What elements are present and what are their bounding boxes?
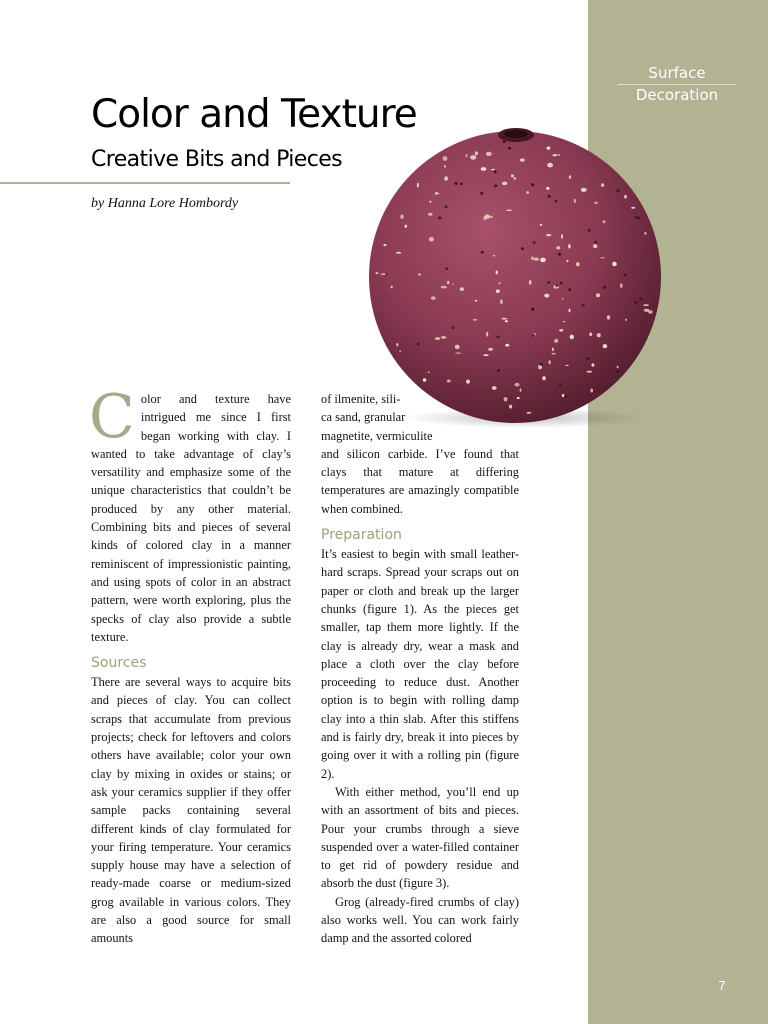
speck [574,199,576,203]
speck [521,247,524,250]
speck [612,262,617,266]
speck [558,154,560,156]
speck [607,315,610,319]
speck [591,363,594,366]
speck [511,174,514,177]
speck [384,244,387,246]
speck [496,290,500,293]
speck [540,258,546,263]
column-left [89,382,291,948]
speckled-clay-sphere-icon [364,122,670,428]
speck [601,183,604,187]
speck [568,288,571,291]
speck [454,182,457,185]
speck [466,380,470,384]
speck [597,333,601,337]
speck [488,348,493,351]
speck [569,309,571,313]
speck [603,220,606,223]
speck [617,366,619,368]
speck [563,321,566,322]
speck [589,333,592,337]
page-number: 7 [718,978,726,993]
speck [483,216,487,221]
speck [500,299,503,304]
speck [497,369,500,372]
speck [505,320,508,322]
sources-paragraph: There are several ways to acquire bits and pieces of clay. You can collect scraps that accumulate from previous projects; check for leftovers and colors others have available; color your own clay by mixing in oxides or stains; or ask your ceramics supplier if they offer sample packs containing several different kinds of clay formulated for your firing temperature. Your ceramics supply house may have a selection of ready-made coarse or medium-sized grog available in various colors. They are also a good source for small amounts [91,675,291,946]
speck [531,183,534,186]
speck [417,183,419,188]
speck [428,372,430,374]
speck [554,339,558,343]
speck [590,389,593,393]
speck [635,216,638,219]
speck [405,225,408,228]
speck [586,357,589,360]
speck [429,237,434,242]
speck [473,319,478,321]
speck [570,335,574,340]
speck [460,182,463,185]
speck [496,336,499,339]
speck [400,215,403,219]
speck [569,175,571,179]
speck [447,281,449,285]
preparation-paragraph-3: Grog (already-fired crumbs of clay) also works well. You can work fairly damp and the assorted colored [321,894,519,946]
speck [540,224,542,226]
speck [429,201,431,203]
speck [466,154,468,158]
speck [544,294,549,298]
speck [620,284,623,288]
speck [531,308,534,311]
speck [443,156,448,161]
speck [616,370,619,373]
heading-sources: Sources [91,655,147,672]
speck [447,380,451,383]
speck [496,270,498,274]
speck [445,205,448,208]
speck [423,378,427,382]
speck [455,345,460,349]
speck [418,274,421,276]
speck [556,246,560,249]
wrap-line: ca sand, granular [321,410,406,425]
speck [513,177,516,180]
speck [587,371,593,373]
speck [508,147,511,150]
speck [623,274,626,277]
drop-cap: C [89,382,135,452]
wrap-line: of ilmenite, sili- [321,392,401,406]
wrap-line: magnetite, vermiculite [321,428,433,443]
speck [444,176,448,181]
speck [520,388,522,392]
section-label-line1: Surface [648,64,706,82]
speck [483,354,489,356]
speck [445,267,448,270]
speck [531,257,534,260]
speck [493,170,496,173]
speck [582,304,585,307]
speck [565,395,568,398]
speck [639,297,642,300]
speck [494,184,497,187]
speck [542,376,546,380]
speck [559,329,563,332]
speck [498,282,500,284]
speck [596,293,600,297]
speck [616,189,619,192]
speck [562,394,564,397]
heading-preparation: Preparation [321,527,402,544]
speck [451,326,454,329]
speck [603,286,606,289]
speck [520,158,525,161]
speck [548,195,551,198]
speck [526,191,529,194]
speck [558,253,561,256]
speck [547,281,550,284]
speck [643,304,649,306]
speck [534,258,539,261]
section-label [618,62,736,106]
speck [547,147,551,150]
speck [631,207,635,209]
byline: by Hanna Lore Hombordy [91,196,239,211]
speck [644,309,650,312]
speck [644,232,646,235]
speck [431,296,436,300]
speck [555,284,558,287]
speck [551,353,555,355]
speck [493,255,495,257]
preparation-paragraph-1: It’s easiest to begin with small leather-hard scraps. Spread your scraps out on paper or cloth and break up the larger chunks (figure 1). As the pieces get smaller, tap them more lightly. If the clay is already dry, wear a mask and place a cloth over the clay before proceeding to reduce dust. Another option is to begin with rolling damp clay into a thin slab. After this stiffens and is fairly dry, break it into pieces by going over it with a rolling pin (figure 2). [321,547,519,781]
speck [399,351,401,352]
speck [396,252,402,254]
speck [532,334,535,337]
speck [515,383,520,387]
column-right [321,390,519,948]
speck [480,192,483,195]
speck [540,363,543,366]
speck [576,262,580,266]
speck [562,298,564,300]
page-subtitle: Creative Bits and Pieces [91,147,343,172]
speck [444,165,446,168]
speck [561,234,563,239]
speck [560,282,563,285]
speck [529,280,532,284]
speck [380,273,386,275]
speck [481,251,484,254]
speck [588,229,591,232]
speck [565,365,569,366]
speck [506,210,512,211]
speck [491,169,495,170]
speck [567,260,569,262]
intro-paragraph [89,382,291,646]
speck [475,300,478,302]
speck [441,336,446,339]
preparation-paragraph-2: With either method, you’ll end up with an assortment of bits and pieces. Pour your crumbs through a sieve suspended over a water-filled container to get rid of powdery residue and absorb the dust (figure 3). [321,784,519,891]
speck [594,241,597,244]
page-title: Color and Texture [91,92,417,137]
speck [438,216,441,219]
speck [375,272,378,274]
speck [505,344,509,347]
speck [549,360,551,364]
speck [554,200,557,203]
speck [603,344,608,348]
speck [470,155,476,160]
speck [546,234,551,236]
speck [502,182,508,186]
speck [455,353,461,354]
speck [441,286,447,289]
speck [391,286,393,289]
speck [559,383,562,386]
speck [594,202,598,204]
heading-rule [0,182,290,184]
speck [625,319,627,321]
speck [568,244,570,249]
speck [481,167,487,171]
ball-body [369,131,661,423]
speck [460,287,464,291]
sources-continued: and silicon carbide. I’ve found that clays that mature at differing temperatures are amazingly compatible when combined. [321,446,519,516]
section-divider [618,84,736,85]
speck [435,192,438,195]
section-label-line2: Decoration [635,86,719,104]
speck [624,195,627,199]
speck [501,318,507,320]
speck [600,257,605,258]
speck [533,241,536,244]
speck [527,412,532,414]
speck [634,301,637,304]
speck [428,213,433,216]
speck [475,151,478,155]
speck [417,343,420,346]
speck [452,284,454,285]
speck [552,154,557,156]
speck [486,152,492,156]
intro-text: olor and texture have intrigued me since I first began working with clay. I wanted to take advantage of clay’s versatility and emphasize some of the unique characteristics that couldn’t be produced by any other material. Combining bits and pieces of several kinds of colored clay in a manner reminiscent of impressionistic painting, and using spots of color in an abstract pattern, were worth exploring, plus the specks of clay also provide a subtle texture. [91,392,291,644]
speck [583,188,586,190]
speck [486,332,488,337]
speck [552,348,554,352]
speck [593,244,597,248]
speck [547,163,553,168]
speck [435,337,440,340]
speck [396,343,398,346]
speck [546,187,549,190]
